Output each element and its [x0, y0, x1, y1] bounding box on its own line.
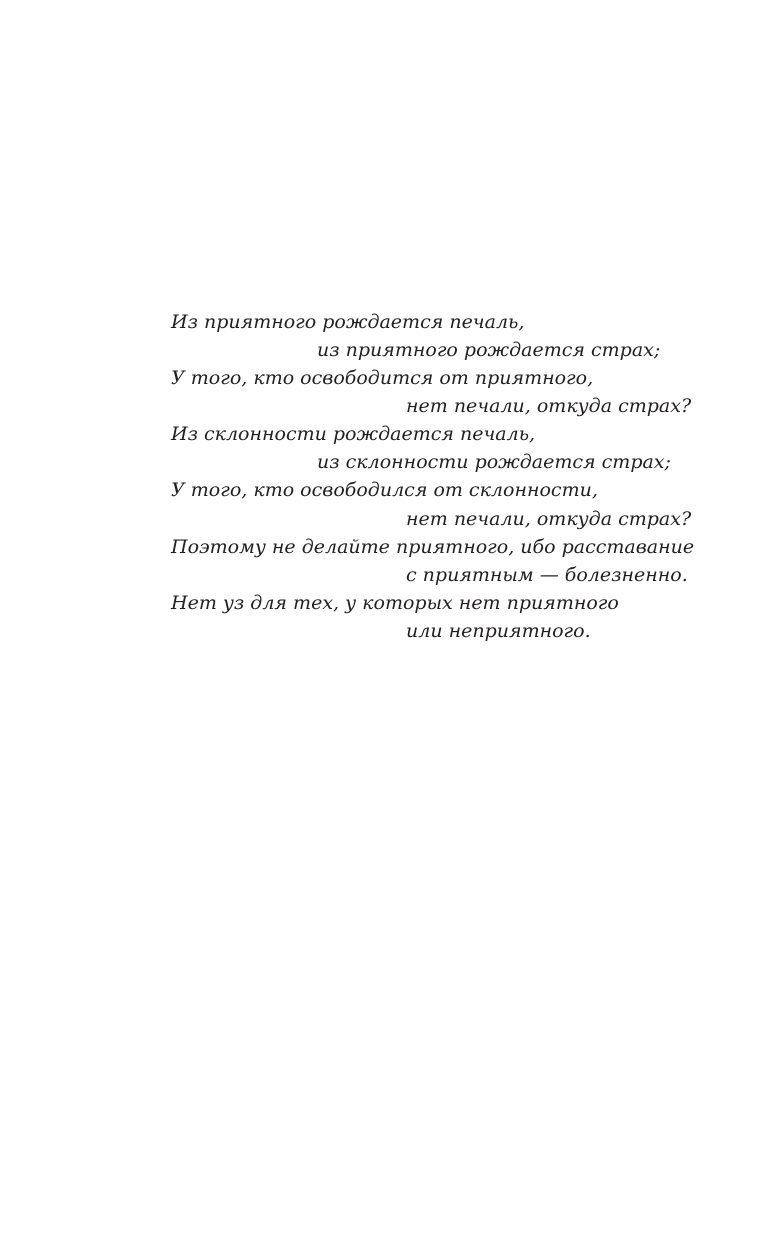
- poem-line-9: Поэтому не делайте приятного, ибо расставание: [171, 536, 695, 558]
- poem-line-7: У того, кто освободился от склонности,: [171, 479, 598, 501]
- poem-line-5: Из склонности рождается печаль,: [171, 423, 536, 445]
- poem-line-12: или неприятного.: [406, 620, 591, 642]
- poem-line-2: из приятного рождается страх;: [317, 339, 661, 361]
- poem-line-3: У того, кто освободится от приятного,: [171, 367, 594, 389]
- poem-line-6: из склонности рождается страх;: [317, 451, 671, 473]
- poem-line-1: Из приятного рождается печаль,: [171, 311, 525, 333]
- poem-line-10: с приятным — болезненно.: [406, 564, 688, 586]
- poem-line-11: Нет уз для тех, у которых нет приятного: [171, 592, 619, 614]
- poem-line-8: нет печали, откуда страх?: [406, 508, 692, 530]
- poem-line-4: нет печали, откуда страх?: [406, 395, 692, 417]
